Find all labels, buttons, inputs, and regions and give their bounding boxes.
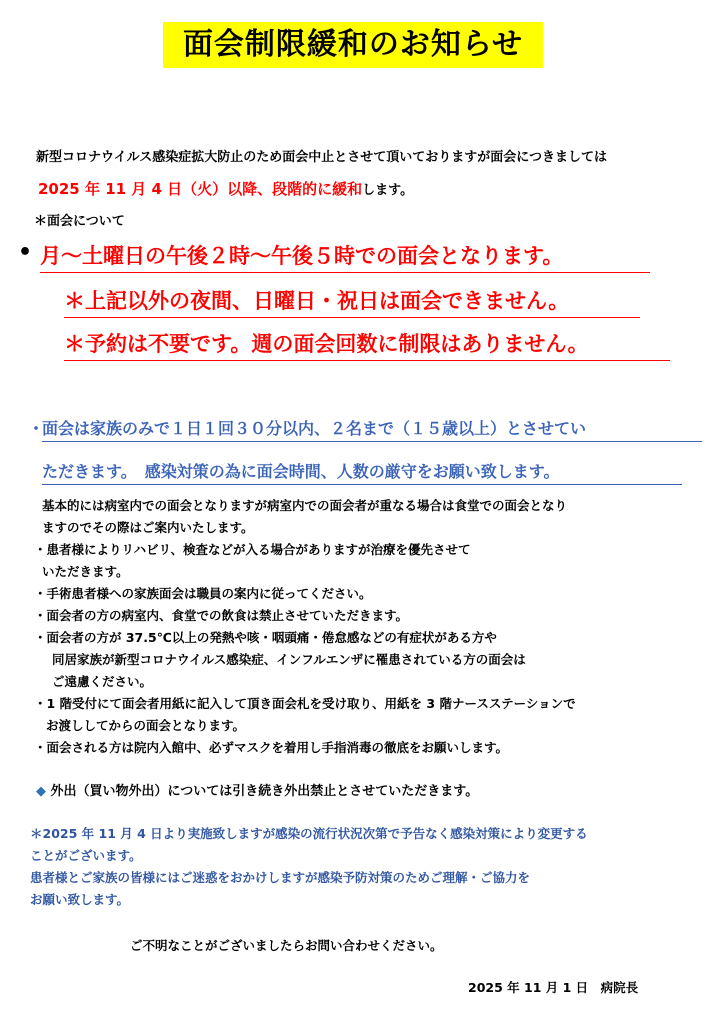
about-heading: ＊面会について — [34, 214, 125, 229]
notice-line: ＊2025 年 11 月 4 日より実施致しますが感染の流行状況次第で予告なく感染対策により変更する — [30, 826, 588, 841]
outing-text: 外出（買い物外出）については引き続き外出禁止とさせていただきます。 — [50, 784, 479, 799]
contact-text: ご不明なことがございましたらお問い合わせください。 — [130, 938, 443, 953]
notice-line: お願い致します。 — [30, 892, 130, 907]
detail-line: ・面会される方は院内入館中、必ずマスクを着用し手指消毒の徹底をお願いします。 — [34, 740, 509, 755]
detail-line: ますのでその際はご案内いたします。 — [42, 520, 254, 535]
detail-line: お渡ししてからの面会となります。 — [46, 718, 246, 733]
detail-line: ・1 階受付にて面会者用紙に記入して頂き面会札を受け取り、用紙を 3 階ナースステーションで — [34, 696, 576, 711]
main-rule-closed-days: ＊上記以外の夜間、日曜日・祝日は面会できません。 — [64, 285, 640, 318]
relax-line — [38, 178, 413, 199]
main-rule-bullet: • — [18, 240, 33, 265]
detail-line: 基本的には病室内での面会となりますが病室内での面会者が重なる場合は食堂での面会となり — [42, 498, 568, 513]
diamond-icon: ◆ — [36, 784, 46, 799]
detail-line: ・患者様によりリハビリ、検査などが入る場合がありますが治療を優先させて — [34, 542, 471, 557]
family-rule-bullet: ・ — [28, 419, 45, 438]
family-rule-line-2: ただきます。 感染対策の為に面会時間、人数の厳守をお願い致します。 — [42, 459, 682, 485]
main-rule-hours: 月～土曜日の午後２時～午後５時での面会となります。 — [40, 240, 650, 273]
family-rule-line-1: 面会は家族のみで１日１回３０分以内、２名まで（１５歳以上）とさせてい — [42, 416, 702, 442]
detail-line: ご遠慮ください。 — [52, 674, 153, 689]
intro-text: 新型コロナウイルス感染症拡大防止のため面会中止とさせて頂いておりますが面会につきましては — [36, 150, 607, 165]
outing-line — [36, 780, 478, 799]
relax-date-highlight: 2025 年 11 月 4 日（火）以降、段階的に緩和 — [38, 180, 363, 198]
detail-line: ・面会者の方の病室内、食堂での飲食は禁止させていただきます。 — [34, 608, 409, 623]
page-title: 面会制限緩和のお知らせ — [163, 22, 543, 68]
signature: 2025 年 11 月 1 日 病院長 — [468, 980, 639, 995]
detail-line: ・手術患者様への家族面会は職員の案内に従ってください。 — [34, 586, 372, 601]
notice-line: 患者様とご家族の皆様にはご迷惑をおかけしますが感染予防対策のためご理解・ご協力を — [30, 870, 531, 885]
relax-suffix: します。 — [362, 183, 414, 198]
detail-line: 同居家族が新型コロナウイルス感染症、インフルエンザに罹患されている方の面会は — [52, 652, 526, 667]
detail-line: ・面会者の方が 37.5℃以上の発熱や咳・咽頭痛・倦怠感などの有症状がある方や — [34, 630, 497, 645]
detail-line: いただきます。 — [42, 564, 129, 579]
main-rule-no-reservation: ＊予約は不要です。週の面会回数に制限はありません。 — [64, 328, 670, 361]
notice-line: ことがございます。 — [30, 848, 142, 863]
